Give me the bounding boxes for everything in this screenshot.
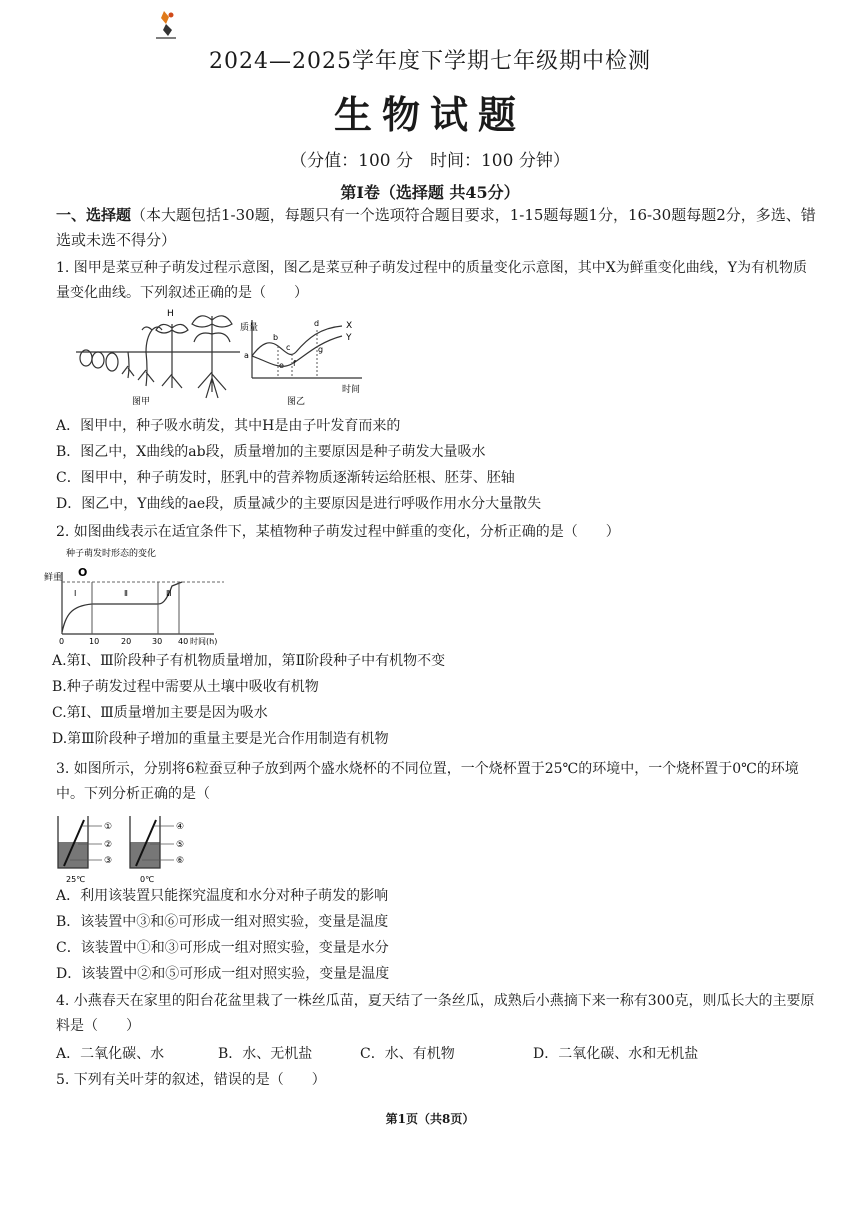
question-3-stem: 3. 如图所示，分别将6粒蚕豆种子放到两个盛水烧杯的不同位置，一个烧杯置于25℃的环境中，一个烧杯置于0℃的环境中。下列分析正确的是（ — [56, 761, 799, 802]
q2-origin-label: O — [78, 566, 88, 579]
curve-x-label: X — [346, 321, 353, 331]
q2-option-a: A.第Ⅰ、Ⅲ阶段种子有机物质量增加，第Ⅱ阶段种子中有机物不变 — [52, 653, 446, 669]
stage-3: Ⅲ — [166, 589, 172, 598]
point-d: d — [314, 319, 320, 328]
q3-option-c: C．该装置中①和③可形成一组对照实验，变量是水分 — [56, 940, 389, 956]
section-instructions: （本大题包括1-30题，每题只有一个选项符合题目要求，1-15题每题1分，16-30题每题2分，多选、错选或未选不得分） — [56, 206, 816, 249]
mark-4: ④ — [176, 822, 185, 832]
germination-diagram — [76, 316, 240, 398]
q2-ylabel: 鲜重 — [44, 573, 63, 583]
question-5-stem: 5. 下列有关叶芽的叙述，错误的是（ ） — [56, 1072, 326, 1088]
stage-2: Ⅱ — [124, 589, 128, 598]
q4-option-c: C．水、有机物 — [360, 1046, 455, 1062]
point-b: b — [273, 333, 279, 342]
q4-option-a: A．二氧化碳、水 — [56, 1046, 165, 1062]
question-2-stem: 2. 如图曲线表示在适宜条件下，某植物种子萌发过程中鲜重的变化，分析正确的是（ ） — [56, 524, 620, 540]
tick-40: 40 — [178, 637, 189, 646]
point-a: a — [244, 351, 249, 360]
q3-option-b: B．该装置中③和⑥可形成一组对照实验，变量是温度 — [56, 914, 389, 930]
stage-1: Ⅰ — [74, 589, 77, 598]
q2-figure-title: 种子萌发时形态的变化 — [66, 549, 157, 559]
section-title: 一、选择题 — [56, 206, 132, 224]
q1-option-b: B．图乙中，X曲线的ab段，质量增加的主要原因是种子萌发大量吸水 — [56, 444, 486, 460]
q2-figure — [44, 546, 244, 648]
point-f: f — [293, 359, 296, 368]
q3-option-a: A．利用该装置只能探究温度和水分对种子萌发的影响 — [56, 888, 389, 904]
q2-xlabel: 时间(h) — [190, 637, 218, 646]
q4-option-d: D．二氧化碳、水和无机盐 — [533, 1046, 699, 1062]
point-e: e — [279, 361, 284, 370]
q3-figure — [54, 812, 204, 886]
score-time-info: （分值：100 分 时间：100 分钟） — [290, 151, 570, 171]
q1-option-a: A．图甲中，种子吸水萌发，其中H是由子叶发育而来的 — [56, 418, 401, 434]
question-4-stem: 4. 小燕春天在家里的阳台花盆里栽了一株丝瓜苗，夏天结了一条丝瓜，成熟后小燕摘下来一称有300克，则瓜长大的主要原料是（ ） — [56, 993, 815, 1034]
tick-10: 10 — [89, 637, 100, 646]
curve-y-label: Y — [346, 333, 352, 343]
exam-title: 2024—2025学年度下学期七年级期中检测 — [209, 49, 651, 74]
question-1-stem: 1. 图甲是菜豆种子萌发过程示意图，图乙是菜豆种子萌发过程中的质量变化示意图，其中X为鲜重变化曲线，Y为有机物质量变化曲线。下列叙述正确的是（ ） — [56, 260, 808, 301]
tick-20: 20 — [121, 637, 132, 646]
temp-0c: 0℃ — [140, 875, 155, 884]
fresh-weight-curve — [62, 582, 182, 632]
q1-ylabel: 质量 — [240, 323, 259, 333]
mark-1: ① — [104, 822, 113, 832]
caption-fig-a: 图甲 — [132, 397, 151, 407]
q2-option-b: B.种子萌发过程中需要从土壤中吸收有机物 — [52, 679, 319, 695]
school-logo-icon — [150, 8, 182, 42]
mark-3: ③ — [104, 856, 113, 866]
subject-title: 生物试题 — [333, 92, 526, 137]
q1-figure — [72, 308, 372, 408]
beaker-0c — [130, 816, 174, 868]
q1-option-d: D．图乙中，Y曲线的ae段，质量减少的主要原因是进行呼吸作用水分大量散失 — [56, 496, 542, 512]
point-g: g — [318, 345, 324, 354]
tick-0: 0 — [59, 637, 65, 646]
q1-option-c: C．图甲中，种子萌发时，胚乳中的营养物质逐渐转运给胚根、胚芽、胚轴 — [56, 470, 515, 486]
volume-heading: 第Ⅰ卷（选择题 共45分） — [340, 183, 520, 202]
q4-option-b: B．水、无机盐 — [218, 1046, 313, 1062]
mark-6: ⑥ — [176, 856, 185, 866]
temp-25c: 25℃ — [66, 875, 86, 884]
mark-5: ⑤ — [176, 840, 185, 850]
tick-30: 30 — [152, 637, 163, 646]
page-footer: 第1页（共8页） — [385, 1112, 475, 1126]
caption-fig-b: 图乙 — [287, 397, 306, 407]
point-c: c — [286, 343, 291, 352]
q1-xlabel: 时间 — [342, 385, 361, 395]
mark-2: ② — [104, 840, 113, 850]
q2-option-d: D.第Ⅲ阶段种子增加的重量主要是光合作用制造有机物 — [52, 731, 389, 747]
label-h: H — [167, 309, 174, 319]
q3-option-d: D．该装置中②和⑤可形成一组对照实验，变量是温度 — [56, 966, 390, 982]
beaker-25c — [58, 816, 102, 868]
section-heading — [56, 203, 816, 253]
q2-option-c: C.第Ⅰ、Ⅲ质量增加主要是因为吸水 — [52, 705, 268, 721]
